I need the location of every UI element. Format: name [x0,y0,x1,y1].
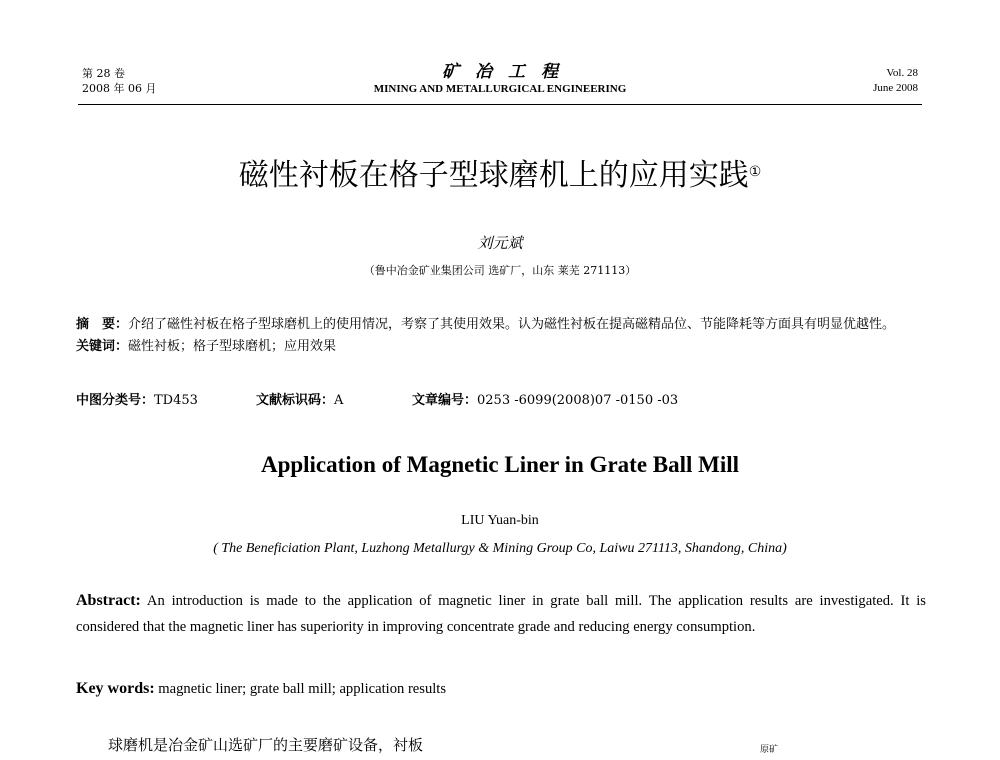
volume-cn: 第 28 卷 [82,67,125,80]
journal-title-cn: 矿冶工程 [442,62,574,82]
volume-en: Vol. 28 [886,67,918,79]
abstract-en-label: Abstract: [76,592,141,609]
date-en: June 2008 [873,82,918,94]
paper-title-en: Application of Magnetic Liner in Grate Ball Mill [260,452,740,477]
abstract-cn-label: 摘 要： [76,317,129,332]
journal-title-en: MINING AND METALLURGICAL ENGINEERING [373,83,627,95]
author-cn: 刘元斌 [477,234,523,252]
affiliation-cn: （鲁中冶金矿业集团公司 选矿厂，山东 莱芜 271113） [363,264,637,277]
article-id-value: 0253 -6099(2008)07 -0150 -03 [477,393,679,408]
clc-value: TD453 [154,393,198,408]
keywords-en-text: magnetic liner; grate ball mill; application results [154,681,447,697]
header-right [873,66,918,96]
doc-code-label: 文献标识码： [256,393,335,408]
clc-label: 中图分类号： [76,393,155,408]
header-left [82,66,156,96]
header-center [300,62,700,96]
abstract-en [76,588,926,640]
date-cn: 2008 年 06 月 [82,82,157,95]
keywords-en-label: Key words: [76,680,155,697]
title-cn-text: 磁性衬板在格子型球磨机上的应用实践 [238,158,749,193]
article-id-field [412,390,678,412]
body-paragraph-start: 球磨机是冶金矿山选矿厂的主要磨矿设备，衬板 [108,736,424,754]
abstract-cn [76,314,924,358]
title-footnote-mark: ① [748,164,762,180]
article-id-label: 文章编号： [412,393,478,408]
affiliation-en: ( The Beneficiation Plant, Luzhong Metallurgy & Mining Group Co, Laiwu 271113, Shandong, China) [213,541,787,556]
doc-code-field [256,390,343,412]
keywords-en [76,678,446,700]
abstract-en-text: An introduction is made to the application of magnetic liner in grate ball mill. The application results are investigated. It is considered that the magnetic liner has superiority in improving concentrate grade and reducing energy consumption. [76,593,926,635]
abstract-cn-text: 介绍了磁性衬板在格子型球磨机上的使用情况，考察了其使用效果。认为磁性衬板在提高磁精品位、节能降耗等方面具有明显优越性。 [128,317,896,332]
clc-field [76,390,198,412]
paper-title-cn [0,156,1000,196]
keywords-cn-text: 磁性衬板；格子型球磨机；应用效果 [128,339,337,354]
author-en: LIU Yuan-bin [461,513,539,528]
margin-note: 原矿 [760,745,779,755]
keywords-cn-label: 关键词： [76,339,129,354]
header-rule [78,104,922,105]
doc-code-value: A [334,393,344,408]
